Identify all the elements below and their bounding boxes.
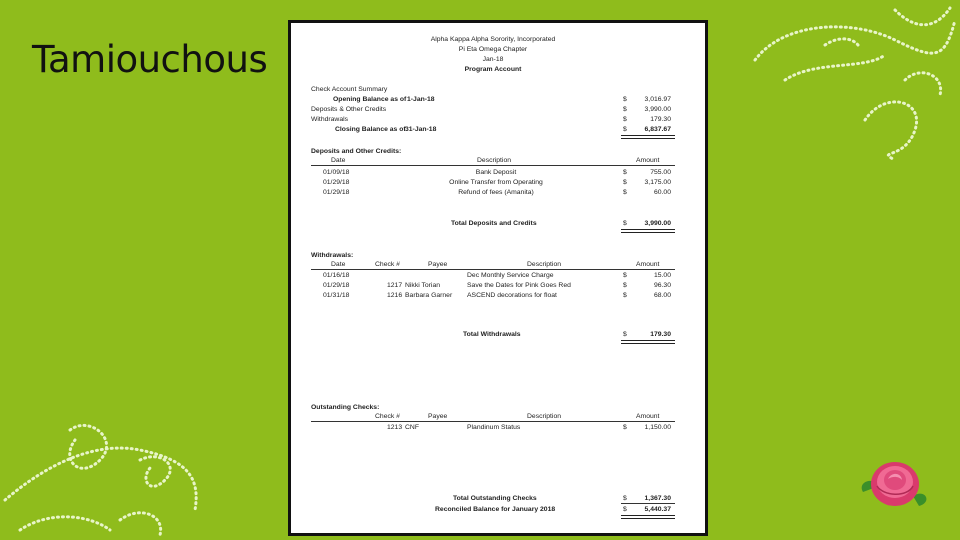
opening-date: 1-Jan-18 (407, 96, 435, 103)
col-check: Check # (375, 413, 400, 420)
opening-amount: 3,016.97 (644, 96, 671, 103)
closing-date: 31-Jan-18 (405, 126, 437, 133)
withdrawal-amount: 15.00 (653, 272, 671, 279)
double-underline (621, 229, 675, 233)
account-name: Program Account (464, 66, 522, 73)
currency: $ (623, 126, 627, 133)
withdrawal-payee: Nikki Torian (405, 282, 441, 289)
currency: $ (623, 116, 627, 123)
col-check: Check # (375, 261, 400, 268)
currency: $ (623, 179, 627, 186)
withdrawals-label: Withdrawals (311, 116, 349, 123)
pearl-swirl-top-right (745, 0, 960, 170)
currency: $ (623, 220, 627, 227)
outstanding-amount: 1,150.00 (644, 424, 671, 431)
col-amount: Amount (636, 157, 660, 164)
currency: $ (623, 424, 627, 431)
col-date: Date (331, 261, 346, 268)
closing-label: Closing Balance as of (335, 126, 406, 133)
deposit-amount: 3,175.00 (644, 179, 671, 186)
closing-amount: 6,837.67 (644, 126, 671, 133)
currency: $ (623, 282, 627, 289)
deposit-amount: 755.00 (650, 169, 671, 176)
withdrawal-amount: 96.30 (653, 282, 671, 289)
period: Jan-18 (482, 56, 504, 63)
currency: $ (623, 495, 627, 502)
deposit-date: 01/09/18 (323, 169, 350, 176)
withdrawal-date: 01/16/18 (323, 272, 350, 279)
withdrawal-desc: Save the Dates for Pink Goes Red (467, 282, 571, 289)
outstanding-desc: Plandinum Status (467, 424, 521, 431)
rose-icon (855, 452, 935, 512)
summary-heading: Check Account Summary (311, 86, 388, 93)
org-name: Alpha Kappa Alpha Sorority, Incorporated (430, 36, 556, 43)
col-description: Description (527, 413, 561, 420)
outstanding-payee: CNF (405, 424, 419, 431)
double-underline (621, 340, 675, 344)
slide-title: Tamiouchous (32, 38, 268, 81)
outstanding-heading: Outstanding Checks: (311, 404, 380, 411)
deposit-desc: Bank Deposit (475, 169, 517, 176)
deposit-date: 01/29/18 (323, 189, 350, 196)
withdrawals-amount: 179.30 (650, 116, 671, 123)
withdrawals-heading: Withdrawals: (311, 252, 354, 259)
deposits-label: Deposits & Other Credits (311, 106, 387, 113)
reconciled-amount: 5,440.37 (644, 506, 671, 513)
header-rule (311, 421, 675, 422)
total-deposits-amount: 3,990.00 (644, 220, 671, 227)
col-payee: Payee (428, 261, 448, 268)
col-description: Description (527, 261, 561, 268)
total-outstanding-amount: 1,367.30 (644, 495, 671, 502)
deposit-desc: Refund of fees (Amanita) (458, 189, 534, 196)
currency: $ (623, 96, 627, 103)
currency: $ (623, 331, 627, 338)
underline (621, 503, 675, 504)
header-rule (311, 165, 675, 166)
double-underline (621, 515, 675, 519)
total-withdrawals-label: Total Withdrawals (463, 331, 521, 338)
outstanding-check: 1213 (387, 424, 403, 431)
col-amount: Amount (636, 261, 660, 268)
withdrawal-desc: ASCEND decorations for float (467, 292, 557, 299)
deposit-amount: 60.00 (653, 189, 671, 196)
reconciled-label: Reconciled Balance for January 2018 (435, 506, 556, 513)
total-withdrawals-amount: 179.30 (650, 331, 671, 338)
pearl-swirl-bottom-left (0, 420, 210, 540)
currency: $ (623, 506, 627, 513)
withdrawal-date: 01/31/18 (323, 292, 350, 299)
deposit-date: 01/29/18 (323, 179, 350, 186)
currency: $ (623, 169, 627, 176)
withdrawal-date: 01/29/18 (323, 282, 350, 289)
withdrawal-amount: 68.00 (653, 292, 671, 299)
currency: $ (623, 292, 627, 299)
col-description: Description (477, 157, 511, 164)
col-amount: Amount (636, 413, 660, 420)
header-rule (311, 269, 675, 270)
withdrawal-desc: Dec Monthly Service Charge (467, 272, 554, 279)
total-outstanding-label: Total Outstanding Checks (453, 495, 537, 502)
withdrawal-payee: Barbara Garner (405, 292, 453, 299)
deposit-desc: Online Transfer from Operating (449, 179, 543, 186)
currency: $ (623, 272, 627, 279)
withdrawal-check: 1217 (387, 282, 403, 289)
currency: $ (623, 189, 627, 196)
withdrawal-check: 1216 (387, 292, 403, 299)
currency: $ (623, 106, 627, 113)
col-date: Date (331, 157, 346, 164)
deposits-heading: Deposits and Other Credits: (311, 148, 402, 155)
bank-reconciliation-document (288, 20, 708, 536)
deposits-amount: 3,990.00 (644, 106, 671, 113)
total-deposits-label: Total Deposits and Credits (451, 220, 537, 227)
chapter-name: Pi Eta Omega Chapter (458, 46, 528, 53)
col-payee: Payee (428, 413, 448, 420)
double-underline (621, 135, 675, 139)
opening-label: Opening Balance as of (333, 96, 407, 103)
